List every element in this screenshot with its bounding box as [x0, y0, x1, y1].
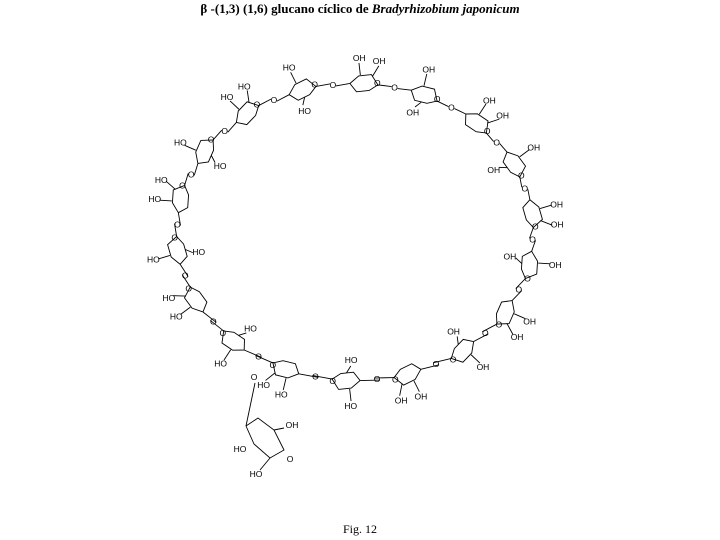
- hydroxyl-label: HO: [154, 175, 168, 186]
- hydroxyl-label: HO: [274, 389, 288, 400]
- glycosidic-bond: [398, 89, 412, 91]
- hydroxyl-bond: [479, 104, 486, 114]
- hydroxyl-label: OH: [352, 52, 366, 63]
- hydroxyl-label: OH: [503, 251, 517, 262]
- ring-oxygen-label: O: [286, 454, 294, 464]
- ring-oxygen-label: O: [524, 273, 531, 284]
- hydroxyl-label: HO: [282, 62, 296, 73]
- hydroxyl-label: HO: [344, 401, 358, 412]
- hydroxyl-label: HO: [249, 469, 263, 479]
- hydroxyl-bond: [291, 72, 296, 83]
- hydroxyl-label: HO: [192, 246, 206, 257]
- glycosidic-oxygen-label: O: [493, 137, 500, 148]
- glycosidic-oxygen-label: O: [521, 183, 529, 194]
- glycosidic-bond: [228, 122, 237, 132]
- glycosidic-oxygen-label: O: [181, 270, 189, 281]
- hydroxyl-label: OH: [285, 420, 299, 430]
- hydroxyl-bond: [457, 336, 458, 344]
- hydroxyl-label: OH: [394, 395, 408, 406]
- hydroxyl-label: HO: [213, 160, 227, 171]
- glycosidic-bond: [454, 109, 465, 114]
- hydroxyl-bond: [247, 90, 249, 102]
- glycosidic-oxygen-label: O: [270, 95, 278, 106]
- hydroxyl-bond: [359, 63, 360, 75]
- hydroxyl-bond: [303, 97, 305, 105]
- glycosidic-oxygen-label: O: [187, 169, 195, 180]
- glycosidic-oxygen-label: O: [432, 358, 440, 369]
- hydroxyl-label: OH: [523, 316, 536, 327]
- hydroxyl-bond: [414, 381, 419, 392]
- glycosidic-bond: [316, 84, 330, 86]
- ring-oxygen-label: O: [253, 99, 261, 110]
- hydroxyl-label: OH: [550, 199, 564, 210]
- hydroxyl-label: HO: [244, 323, 257, 334]
- hydroxyl-bond: [424, 74, 427, 86]
- hydroxyl-bond: [160, 200, 172, 201]
- hydroxyl-bond: [158, 255, 170, 258]
- figure-label: Fig. 12: [342, 522, 377, 536]
- glucose-ring-10: [273, 361, 299, 378]
- hydroxyl-bond: [516, 258, 522, 263]
- branch-linkage-bond: [246, 383, 255, 426]
- glycosidic-oxygen-label: O: [174, 219, 181, 230]
- title-organism: Bradyrhizobium japonicum: [371, 1, 520, 16]
- glycosidic-bond: [336, 83, 350, 85]
- ring-oxygen-label: O: [531, 221, 539, 232]
- hydroxyl-label: OH: [372, 55, 386, 66]
- ring-oxygen-label: O: [207, 134, 215, 145]
- branch-glucose-ring: [246, 418, 284, 458]
- glycosidic-bond: [259, 99, 271, 105]
- hydroxyl-label: OH: [447, 326, 460, 337]
- glycosidic-bond: [277, 95, 289, 101]
- hydroxyl-label: OH: [422, 64, 436, 75]
- ring-oxygen-label: O: [373, 77, 381, 88]
- glycosidic-oxygen-label: O: [373, 374, 381, 385]
- hydroxyl-bond: [230, 101, 239, 109]
- glycosidic-bond: [500, 144, 507, 152]
- hydroxyl-label: HO: [162, 292, 176, 303]
- hydroxyl-label: OH: [510, 332, 524, 343]
- hydroxyl-bond: [260, 458, 270, 470]
- hydroxyl-label: OH: [414, 391, 428, 402]
- hydroxyl-label: HO: [146, 254, 160, 265]
- hydroxyl-label: HO: [169, 311, 183, 322]
- ring-oxygen-label: O: [433, 93, 441, 104]
- glycosidic-oxygen-label: O: [210, 316, 217, 327]
- ring-oxygen-label: O: [392, 374, 399, 385]
- hydroxyl-label: OH: [548, 259, 562, 270]
- title-prefix: β -(1,3) (1,6) glucano cíclico de: [200, 1, 372, 16]
- glycosidic-oxygen-label: O: [255, 351, 262, 362]
- glycosidic-oxygen-label: O: [221, 126, 229, 137]
- hydroxyl-bond: [283, 378, 286, 390]
- hydroxyl-bond: [346, 366, 350, 373]
- ring-oxygen-label: O: [219, 327, 227, 338]
- hydroxyl-label: HO: [220, 91, 234, 102]
- hydroxyl-label: OH: [550, 219, 564, 230]
- hydroxyl-label: OH: [406, 107, 420, 118]
- ring-oxygen-label: O: [329, 376, 337, 387]
- glycosidic-oxygen-label: O: [448, 102, 455, 113]
- hydroxyl-bond: [350, 389, 351, 401]
- hydroxyl-label: OH: [487, 165, 501, 176]
- glycosidic-oxygen-label: O: [515, 284, 523, 295]
- glucose-ring-9: [332, 372, 360, 389]
- glycosidic-oxygen-label: O: [312, 371, 319, 382]
- ring-oxygen-label: O: [495, 319, 503, 330]
- hydroxyl-label: HO: [237, 81, 251, 92]
- hydroxyl-label: HO: [233, 444, 247, 454]
- glycosidic-oxygen-label: O: [529, 234, 536, 245]
- hydroxyl-label: HO: [214, 358, 227, 369]
- ring-oxygen-label: O: [171, 232, 179, 243]
- ring-oxygen-label: O: [449, 354, 457, 365]
- hydroxyl-label: HO: [298, 105, 312, 116]
- glycosidic-oxygen-label: O: [481, 327, 489, 338]
- hydroxyl-bond: [400, 383, 402, 395]
- hydroxyl-label: HO: [148, 194, 162, 205]
- ring-oxygen-label: O: [269, 360, 277, 371]
- hydroxyl-label: HO: [257, 380, 270, 391]
- glycosidic-oxygen-label: O: [391, 82, 398, 93]
- hydroxyl-label: OH: [483, 95, 496, 106]
- hydroxyl-label: HO: [344, 355, 358, 366]
- hydroxyl-label: OH: [476, 362, 490, 373]
- hydroxyl-label: OH: [527, 142, 541, 153]
- glycosidic-oxygen-label: O: [329, 79, 337, 90]
- ring-oxygen-label: O: [311, 79, 318, 90]
- ring-oxygen-label: O: [517, 170, 525, 181]
- hydroxyl-bond: [274, 428, 284, 430]
- hydroxyl-label: OH: [496, 110, 510, 121]
- ring-oxygen-label: O: [179, 180, 186, 191]
- hydroxyl-bond: [415, 102, 421, 107]
- branch-oxygen-label: O: [250, 372, 258, 382]
- hydroxyl-label: HO: [174, 137, 187, 148]
- glycosidic-bond: [194, 163, 198, 175]
- ring-oxygen-label: O: [185, 283, 193, 294]
- ring-oxygen-label: O: [483, 126, 491, 137]
- hydroxyl-bond: [372, 66, 379, 77]
